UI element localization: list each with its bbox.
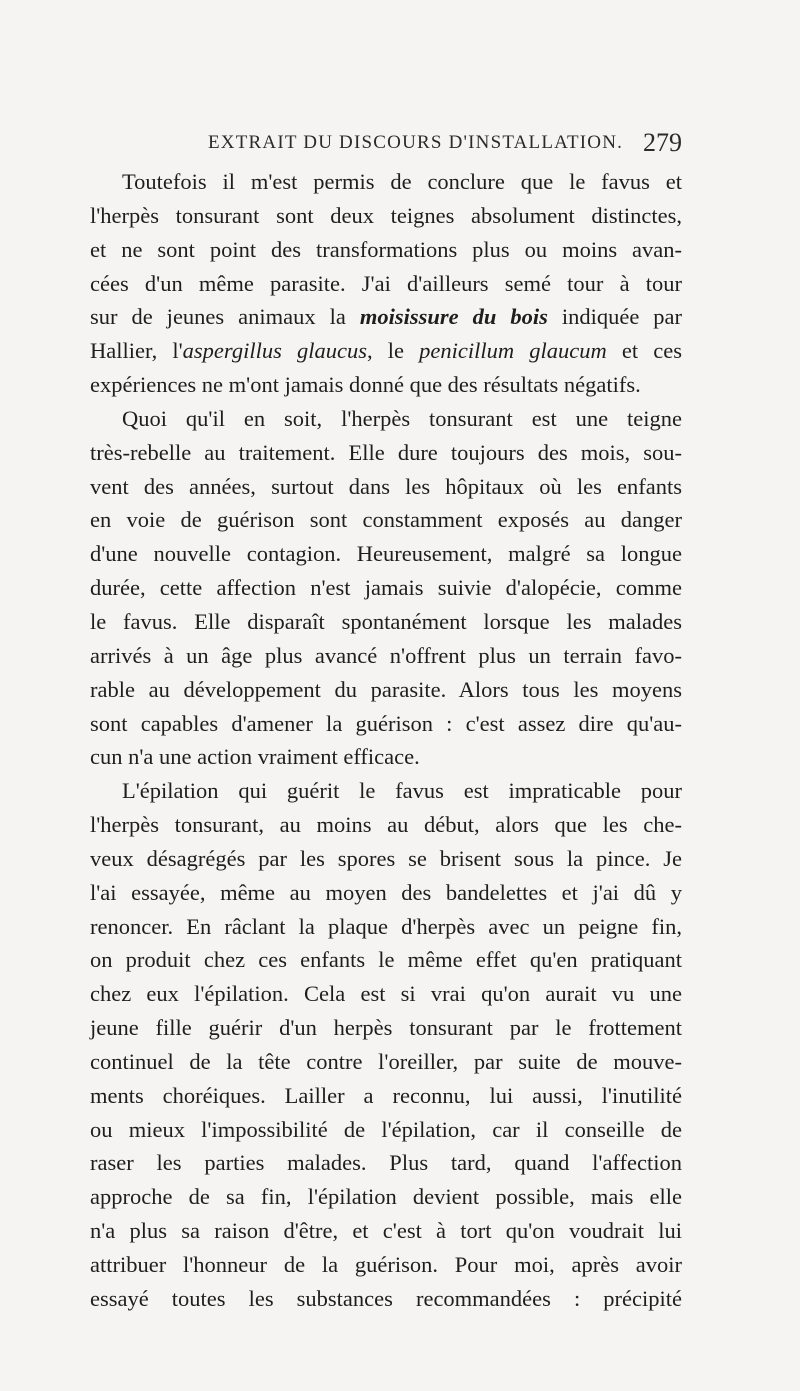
text-line: l'herpès tonsurant, au moins au début, alors que les che- — [90, 812, 682, 838]
text-line: ments choréiques. Lailler a reconnu, lui aussi, l'inutilité — [90, 1082, 682, 1108]
text-line: veux désagrégés par les spores se brisent sous la pince. Je — [90, 845, 682, 871]
text-line: arrivés à un âge plus avancé n'offrent plus un terrain favo- — [90, 642, 682, 668]
text-line: le favus. Elle disparaît spontanément lorsque les malades — [90, 608, 682, 634]
text-line — [90, 334, 682, 368]
text-line: approche de sa fin, l'épilation devient possible, mais elle — [90, 1184, 682, 1210]
running-head — [90, 128, 682, 158]
page-number: 279 — [643, 128, 682, 157]
text-line: vent des années, surtout dans les hôpitaux où les enfants — [90, 473, 682, 499]
text-line: très-rebelle au traitement. Elle dure toujours des mois, sou- — [90, 439, 682, 465]
text-line: cun n'a une action vraiment efficace. — [90, 744, 420, 770]
text-line: Quoi qu'il en soit, l'herpès tonsurant est une teigne — [122, 405, 682, 431]
text-line: jeune fille guérir d'un herpès tonsurant par le frottement — [90, 1015, 682, 1041]
text-line: l'ai essayée, même au moyen des bandelettes et j'ai dû y — [90, 879, 682, 905]
text-line: durée, cette affection n'est jamais suivie d'alopécie, comme — [90, 575, 682, 601]
text-line: d'une nouvelle contagion. Heureusement, malgré sa longue — [90, 541, 682, 567]
text-line: et ne sont point des transformations plus ou moins avan- — [90, 236, 682, 262]
text-line: chez eux l'épilation. Cela est si vrai qu'on aurait vu une — [90, 981, 682, 1007]
text-line: rable au développement du parasite. Alors tous les moyens — [90, 676, 682, 702]
text-line: sont capables d'amener la guérison : c'est assez dire qu'au- — [90, 710, 682, 736]
text-line: n'a plus sa raison d'être, et c'est à tort qu'on voudrait lui — [90, 1218, 682, 1244]
text-line: ou mieux l'impossibilité de l'épilation, car il conseille de — [90, 1116, 682, 1142]
text-segment: sur de jeunes animaux la — [90, 304, 346, 330]
italic-term: penicillum glaucum — [419, 338, 607, 364]
body-text — [90, 165, 682, 1316]
text-segment: indiquée par — [561, 304, 683, 330]
text-line: cées d'un même parasite. J'ai d'ailleurs semé tour à tour — [90, 270, 682, 296]
running-title: EXTRAIT DU DISCOURS D'INSTALLATION. — [208, 132, 624, 153]
text-line: on produit chez ces enfants le même effet qu'en pratiquant — [90, 947, 682, 973]
text-line — [90, 300, 682, 334]
text-line: l'herpès tonsurant sont deux teignes absolument distinctes, — [90, 202, 682, 228]
italic-term: aspergillus glaucus — [182, 338, 367, 364]
italic-term: moisissure du bois — [359, 304, 548, 330]
text-line: raser les parties malades. Plus tard, quand l'affection — [90, 1150, 682, 1176]
text-segment: et ces — [621, 338, 683, 364]
text-line: Toutefois il m'est permis de conclure que le favus et — [122, 169, 682, 194]
text-line: renoncer. En râclant la plaque d'herpès avec un peigne fin, — [90, 913, 682, 939]
text-segment: Hallier, l' — [90, 338, 183, 364]
text-line: essayé toutes les substances recommandées : précipité — [90, 1285, 682, 1311]
text-line: L'épilation qui guérit le favus est impraticable pour — [122, 778, 682, 804]
text-segment: , le — [366, 338, 404, 364]
text-line: expériences ne m'ont jamais donné que des résultats négatifs. — [90, 372, 641, 398]
text-line: attribuer l'honneur de la guérison. Pour moi, après avoir — [90, 1252, 682, 1277]
text-line: en voie de guérison sont constamment exposés au danger — [90, 507, 682, 533]
text-line: continuel de la tête contre l'oreiller, par suite de mouve- — [90, 1048, 682, 1074]
